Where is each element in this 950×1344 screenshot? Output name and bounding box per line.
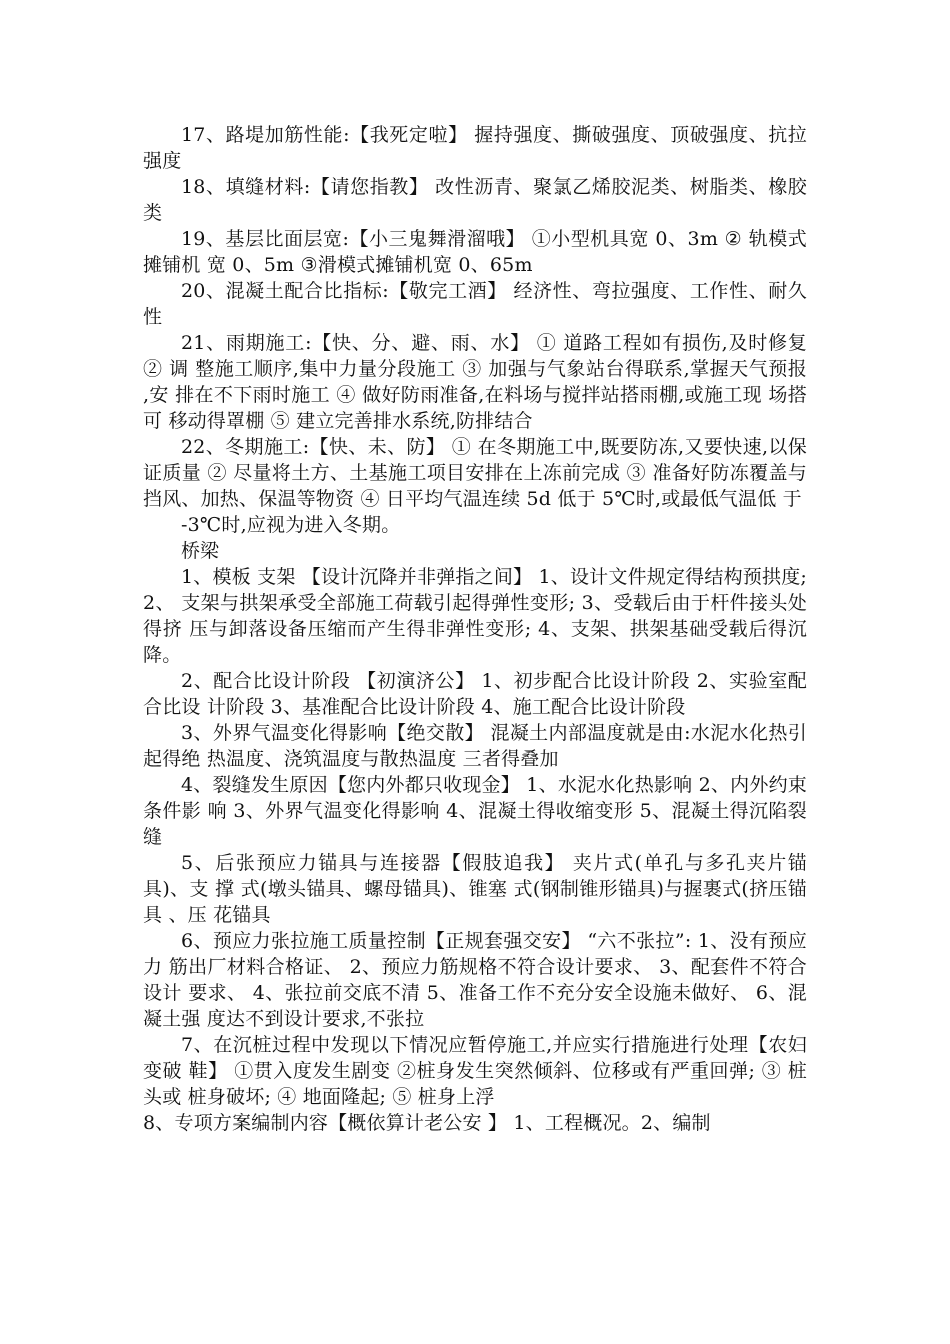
document-body xyxy=(143,122,807,1136)
paragraph-22-continued: -3℃时,应视为进入冬期。 xyxy=(181,514,401,536)
bridge-paragraph-1: 1、模板 支架 【设计沉降并非弹指之间】 1、设计文件规定得结构预拱度; 2、 支架与拱架承受全部施工荷载引起得弹性变形; 3、受载后由于杆件接头处得挤 压与卸落设备压缩而产生得非弹性变形; 4、支架、拱架基础受载后得沉降。 xyxy=(143,566,807,666)
paragraph-20: 20、混凝土配合比指标:【敬完工酒】 经济性、弯拉强度、工作性、耐久性 xyxy=(143,280,807,328)
bridge-paragraph-7: 7、在沉桩过程中发现以下情况应暂停施工,并应实行措施进行处理【农妇变破 鞋】 ①贯入度发生剧变 ②桩身发生突然倾斜、位移或有严重回弹; ③ 桩头或 桩身破坏; ④ 地面隆起; ⑤ 桩身上浮 xyxy=(143,1034,807,1108)
paragraph-21: 21、雨期施工:【快、分、避、雨、水】 ① 道路工程如有损伤,及时修复 ② 调 整施工顺序,集中力量分段施工 ③ 加强与气象站台得联系,掌握天气预报 ,安 排在不下雨时施工 ④ 做好防雨准备,在料场与搅拌站搭雨棚,或施工现 场搭可 移动得罩棚 ⑤ 建立完善排水系统,防排结合 xyxy=(143,332,807,432)
bridge-paragraph-2: 2、配合比设计阶段 【初演济公】 1、初步配合比设计阶段 2、实验室配合比设 计阶段 3、基准配合比设计阶段 4、施工配合比设计阶段 xyxy=(143,670,807,718)
paragraph-17: 17、路堤加筋性能:【我死定啦】 握持强度、撕破强度、顶破强度、抗拉强度 xyxy=(143,124,807,172)
bridge-paragraph-4: 4、裂缝发生原因【您内外都只收现金】 1、水泥水化热影响 2、内外约束条件影 响 3、外界气温变化得影响 4、混凝土得收缩变形 5、混凝土得沉陷裂缝 xyxy=(143,774,807,848)
section-heading-bridge: 桥梁 xyxy=(181,540,220,562)
bridge-paragraph-3: 3、外界气温变化得影响【绝交散】 混凝土内部温度就是由:水泥水化热引起得绝 热温度、浇筑温度与散热温度 三者得叠加 xyxy=(143,722,807,770)
bridge-paragraph-6: 6、预应力张拉施工质量控制【正规套强交安】 “六不张拉”: 1、没有预应力 筋出厂材料合格证、 2、预应力筋规格不符合设计要求、 3、配套件不符合设计 要求、 4、张拉前交底不清 5、准备工作不充分安全设施未做好、 6、混凝土强 度达不到设计要求,不张拉 xyxy=(143,930,807,1030)
bridge-paragraph-8: 8、专项方案编制内容【概依算计老公安 】 1、工程概况。2、编制 xyxy=(143,1112,711,1134)
paragraph-22: 22、冬期施工:【快、未、防】 ① 在冬期施工中,既要防冻,又要快速,以保 证质量 ② 尽量将土方、土基施工项目安排在上冻前完成 ③ 准备好防冻覆盖与 挡风、加热、保温等物资 ④ 日平均气温连续 5d 低于 5℃时,或最低气温低 于 xyxy=(143,436,807,510)
paragraph-18: 18、填缝材料:【请您指教】 改性沥青、聚氯乙烯胶泥类、树脂类、橡胶类 xyxy=(143,176,807,224)
paragraph-19: 19、基层比面层宽:【小三鬼舞滑溜哦】 ①小型机具宽 0、3m ② 轨模式摊铺机 宽 0、5m ③滑模式摊铺机宽 0、65m xyxy=(143,228,807,276)
bridge-paragraph-5: 5、后张预应力锚具与连接器【假肢追我】 夹片式(单孔与多孔夹片锚具)、支 撑 式(墩头锚具、螺母锚具)、锥塞 式(钢制锥形锚具)与握裹式(挤压锚具 、压 花锚具 xyxy=(143,852,807,926)
